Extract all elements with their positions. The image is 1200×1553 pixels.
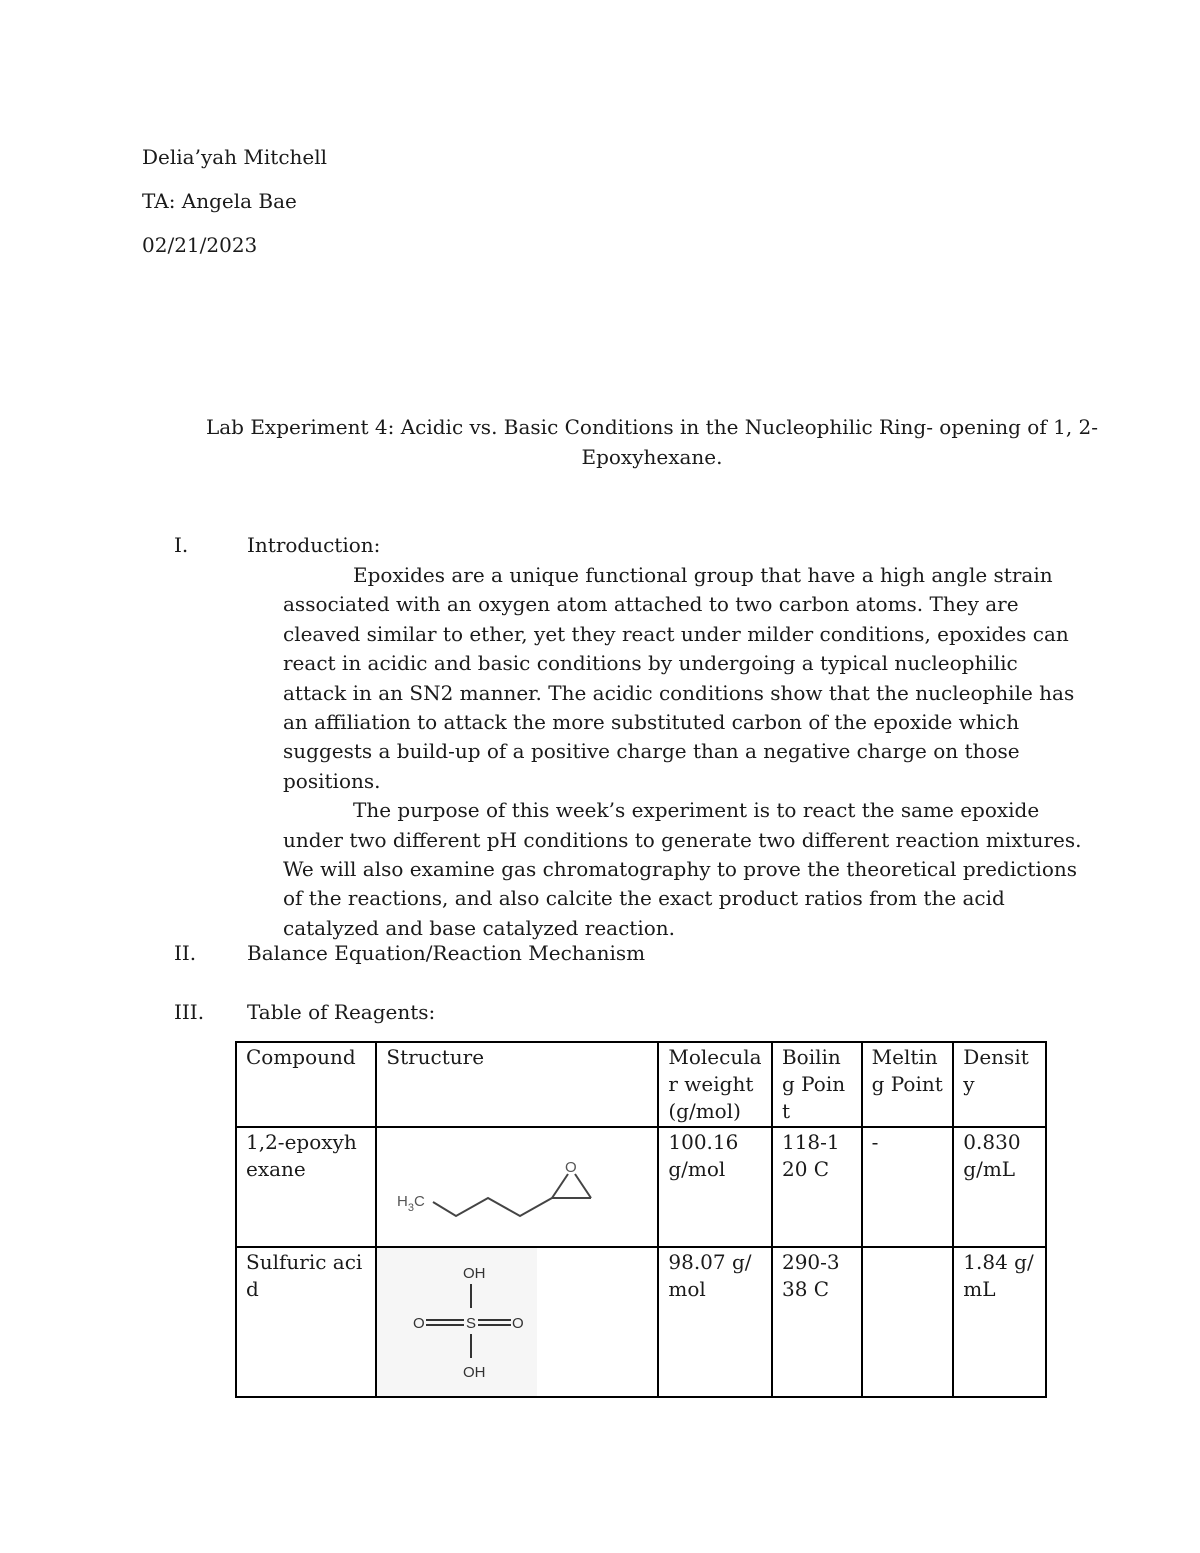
sulfuric-acid-structure-image [377,1248,657,1396]
title-line-1: Lab Experiment 4: Acidic vs. Basic Conditions in the Nucleophilic Ring- opening of 1, 2- [205,415,1099,439]
hydroxyl-top-label: OH [463,1265,486,1282]
table-row [236,1127,1046,1247]
header-boiling-point: Boiling Point [772,1042,862,1127]
hydroxyl-bottom-label: OH [463,1364,486,1381]
header-structure: Structure [376,1042,658,1127]
section-title-introduction: Introduction: [247,533,381,557]
compound-name: 1,2-epoxyhexane [236,1127,376,1247]
structure-cell [376,1247,658,1397]
header-melting-point: Melting Point [862,1042,954,1127]
introduction-body [283,561,1083,943]
methyl-label: $H_3C$ [397,1193,426,1214]
sulfur-label: S [466,1315,477,1332]
compound-name: Sulfuric acid [236,1247,376,1397]
molecular-weight: 100.16 g/mol [658,1127,772,1247]
header-density: Density [953,1042,1046,1127]
table-header-row [236,1042,1046,1127]
section-title-mechanism: Balance Equation/Reaction Mechanism [247,941,646,965]
oxygen-left-label: O [413,1315,426,1332]
boiling-point: 290-338 C [772,1247,862,1397]
melting-point [862,1247,954,1397]
page-title [142,412,1162,472]
carbon-chain [433,1198,552,1216]
intro-paragraph-2: The purpose of this week’s experiment is to react the same epoxide under two different pH conditions to generate two different reaction mixtures. We will also examine gas chromatography to prove the theoretical predictions of the reactions, and also calcite the exact product ratios from the acid catalyzed and base catalyzed reaction. [283,798,1082,940]
section-title-reagents: Table of Reagents: [247,1000,436,1024]
section-number-1: I. [174,533,189,557]
header-compound: Compound [236,1042,376,1127]
intro-paragraph-1: Epoxides are a unique functional group that have a high angle strain associated with an oxygen atom attached to two carbon atoms. They are cleaved similar to ether, yet they react under milder conditions, epoxides can react in acidic and basic conditions by undergoing a typical nucleophilic attack in an SN2 manner. The acidic conditions show that the nucleophile has an affiliation to attack the more substituted carbon of the epoxide which suggests a build-up of a positive charge than a negative charge on those positions. [283,563,1075,793]
density: 1.84 g/mL [953,1247,1046,1397]
author-name: Delia’yah Mitchell [142,145,328,169]
epoxide-oxygen-label: O [565,1159,578,1176]
epoxyhexane-structure-image [377,1128,657,1246]
reagents-table [235,1041,1047,1398]
title-line-2: Epoxyhexane. [581,445,723,469]
skeletal-bonds [433,1174,591,1216]
oxygen-right-label: O [512,1315,525,1332]
section-number-3: III. [174,1000,205,1024]
table-row [236,1247,1046,1397]
section-number-2: II. [174,941,197,965]
boiling-point: 118-120 C [772,1127,862,1247]
melting-point: - [862,1127,954,1247]
density: 0.830 g/mL [953,1127,1046,1247]
molecular-weight: 98.07 g/mol [658,1247,772,1397]
structure-cell [376,1127,658,1247]
report-date: 02/21/2023 [142,233,258,257]
epoxide-bond-co-2 [575,1174,591,1198]
header-molecular-weight: Molecular weight (g/mol) [658,1042,772,1127]
epoxide-bond-co-1 [552,1174,568,1198]
ta-name: TA: Angela Bae [142,189,297,213]
